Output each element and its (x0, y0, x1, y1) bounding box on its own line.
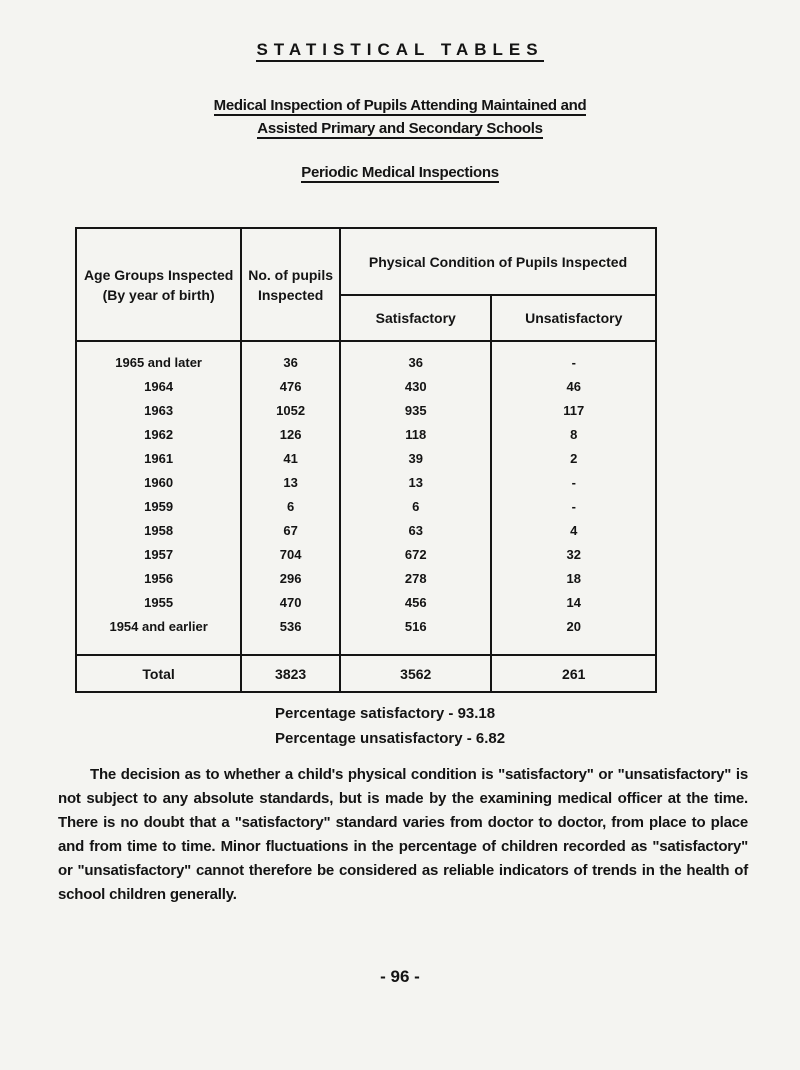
cell-satisfactory: 430 (340, 374, 491, 398)
total-pupils: 3823 (241, 655, 340, 692)
cell-pupils: 36 (241, 350, 340, 374)
cell-unsatisfactory: - (491, 470, 656, 494)
table-row (76, 350, 656, 374)
cell-year: 1954 and earlier (76, 614, 241, 638)
header-pupils-inspected: No. of pupils Inspected (241, 228, 340, 341)
cell-satisfactory: 13 (340, 470, 491, 494)
subtitle-line-1: Medical Inspection of Pupils Attending Maintained and (213, 97, 587, 114)
total-satisfactory: 3562 (340, 655, 491, 692)
cell-pupils: 67 (241, 518, 340, 542)
percentage-unsatisfactory: Percentage unsatisfactory - 6.82 (275, 730, 506, 747)
total-row (76, 655, 656, 692)
cell-year: 1961 (76, 446, 241, 470)
cell-unsatisfactory: 20 (491, 614, 656, 638)
cell-pupils: 1052 (241, 398, 340, 422)
table-row (76, 494, 656, 518)
header-unsatisfactory: Unsatisfactory (491, 295, 656, 341)
cell-unsatisfactory: - (491, 350, 656, 374)
cell-pupils: 6 (241, 494, 340, 518)
cell-pupils: 536 (241, 614, 340, 638)
cell-unsatisfactory: 4 (491, 518, 656, 542)
table-row (76, 470, 656, 494)
table-row (76, 422, 656, 446)
header-satisfactory: Satisfactory (340, 295, 491, 341)
header-age-groups: Age Groups Inspected (By year of birth) (76, 228, 241, 341)
table-row (76, 398, 656, 422)
cell-year: 1956 (76, 566, 241, 590)
cell-pupils: 13 (241, 470, 340, 494)
cell-satisfactory: 36 (340, 350, 491, 374)
cell-satisfactory: 278 (340, 566, 491, 590)
cell-year: 1960 (76, 470, 241, 494)
page-number: - 96 - (380, 967, 420, 986)
cell-satisfactory: 6 (340, 494, 491, 518)
inspection-table (75, 227, 657, 693)
cell-pupils: 41 (241, 446, 340, 470)
note-text: The decision as to whether a child's physical condition is "satisfactory" or "unsatisfactory" is not subject to any absolute standards, but is made by the examining medical officer at the time. There is no doubt that a "satisfactory" standard varies from doctor to doctor, from place to place and from time to time. Minor fluctuations in the percentage of children recorded as "satisfactory" or "unsatisfactory" cannot therefore be considered as reliable indicators of trends in the health of school children generally. (58, 766, 748, 903)
cell-unsatisfactory: - (491, 494, 656, 518)
cell-unsatisfactory: 32 (491, 542, 656, 566)
cell-satisfactory: 39 (340, 446, 491, 470)
cell-pupils: 470 (241, 590, 340, 614)
cell-year: 1957 (76, 542, 241, 566)
cell-unsatisfactory: 14 (491, 590, 656, 614)
cell-year: 1955 (76, 590, 241, 614)
explanatory-note (58, 763, 748, 907)
cell-pupils: 704 (241, 542, 340, 566)
table-row (76, 614, 656, 638)
cell-pupils: 296 (241, 566, 340, 590)
cell-year: 1962 (76, 422, 241, 446)
cell-satisfactory: 516 (340, 614, 491, 638)
cell-satisfactory: 935 (340, 398, 491, 422)
cell-unsatisfactory: 46 (491, 374, 656, 398)
cell-satisfactory: 672 (340, 542, 491, 566)
subtitle-line-2: Assisted Primary and Secondary Schools (257, 120, 543, 137)
table-row (76, 374, 656, 398)
cell-satisfactory: 63 (340, 518, 491, 542)
table-row (76, 518, 656, 542)
total-unsatisfactory: 261 (491, 655, 656, 692)
cell-pupils: 126 (241, 422, 340, 446)
total-label: Total (76, 655, 241, 692)
cell-year: 1965 and later (76, 350, 241, 374)
percentage-satisfactory: Percentage satisfactory - 93.18 (275, 705, 496, 722)
cell-unsatisfactory: 2 (491, 446, 656, 470)
page-title: STATISTICAL TABLES (0, 40, 800, 60)
cell-unsatisfactory: 8 (491, 422, 656, 446)
table-row (76, 542, 656, 566)
table-row (76, 566, 656, 590)
cell-unsatisfactory: 117 (491, 398, 656, 422)
header-physical-condition: Physical Condition of Pupils Inspected (340, 228, 656, 295)
cell-satisfactory: 118 (340, 422, 491, 446)
cell-unsatisfactory: 18 (491, 566, 656, 590)
cell-year: 1963 (76, 398, 241, 422)
section-heading: Periodic Medical Inspections (301, 164, 499, 181)
cell-year: 1959 (76, 494, 241, 518)
cell-year: 1958 (76, 518, 241, 542)
table-row (76, 446, 656, 470)
cell-year: 1964 (76, 374, 241, 398)
table-row (76, 590, 656, 614)
cell-pupils: 476 (241, 374, 340, 398)
cell-satisfactory: 456 (340, 590, 491, 614)
